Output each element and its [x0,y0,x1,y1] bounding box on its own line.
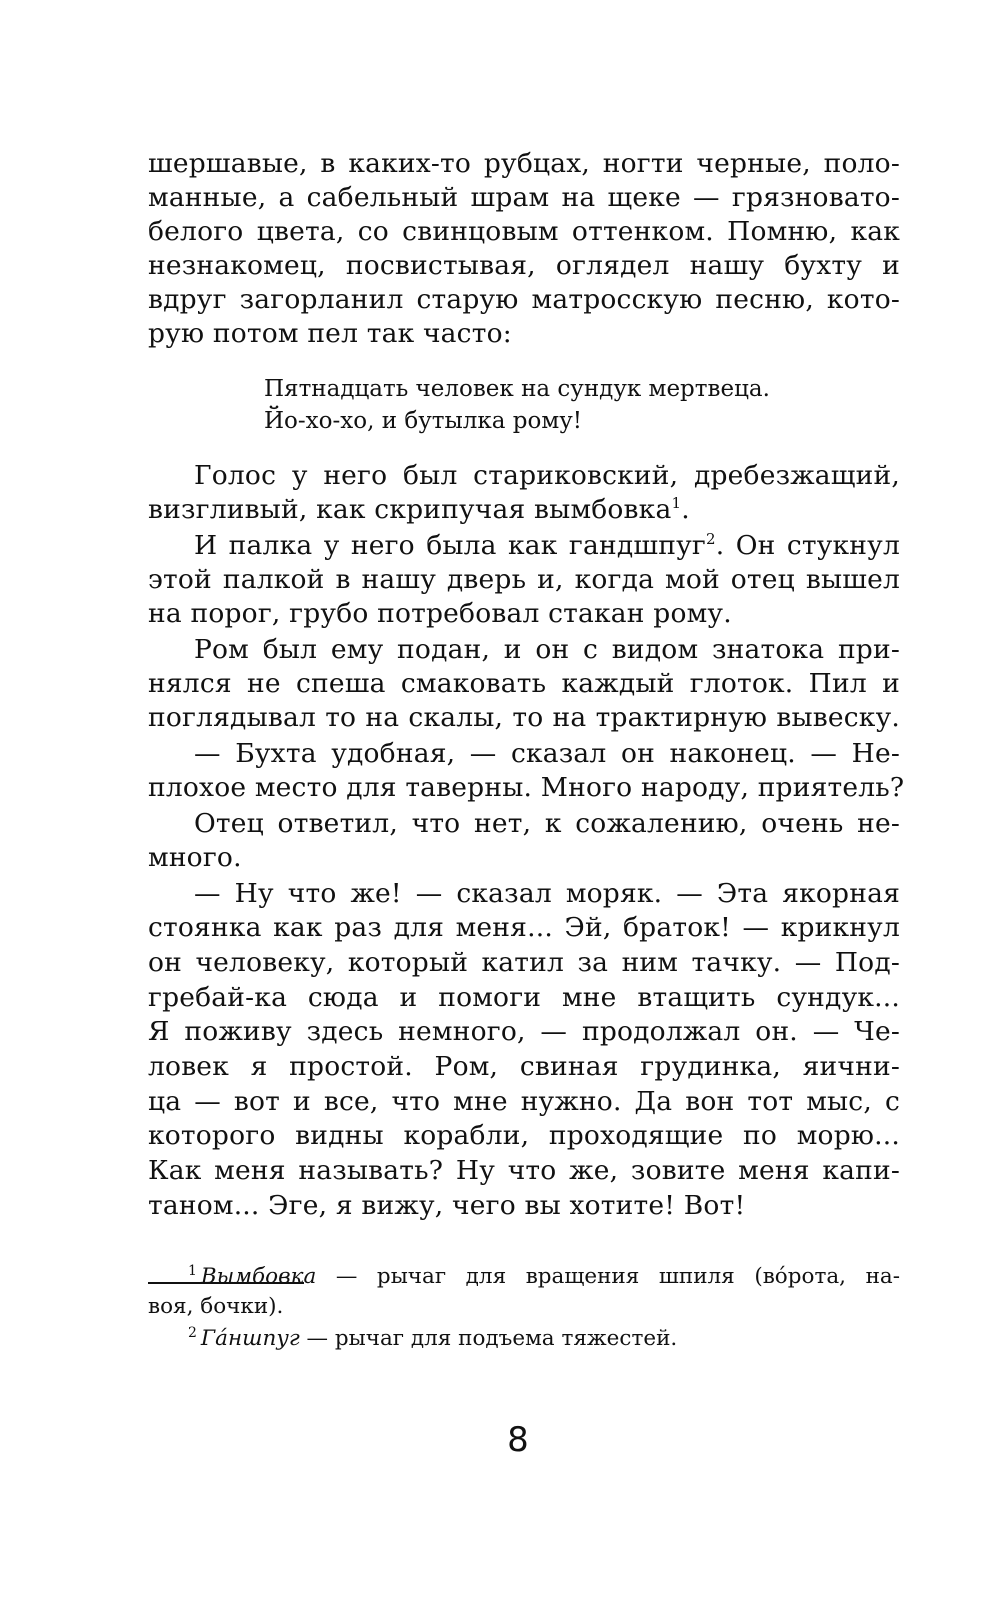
text-line [148,492,900,528]
text-line: рую потом пел так часто: [148,318,512,349]
footnote-text: — рычаг для подъема тяжестей. [299,1326,678,1351]
text-line: гребай-ка сюда и помоги мне втащить сундук... [148,982,900,1013]
footnote-term: Гáншпуг [200,1326,300,1351]
footnote-1-continuation: воя, бочки). [148,1294,284,1319]
text-line: ловек я простой. Ром, свиная грудинка, яични- [148,1051,900,1082]
text-line: плохое место для таверны. Много народу, приятель? [148,772,905,803]
text-line: — Ну что же! — сказал моряк. — Эта якорная [194,878,900,909]
text-line: на порог, грубо потребовал стакан рому. [148,598,732,629]
footnote-number: 2 [188,1324,197,1341]
text-line: он человеку, который катил за ним тачку. — Под- [148,947,900,978]
text-line: нялся не спеша смаковать каждый глоток. Пил и [148,668,900,699]
text-line: стоянка как раз для меня... Эй, браток! — крикнул [148,912,900,943]
text-line: Я поживу здесь немного, — продолжал он. — Че- [148,1016,900,1047]
text-line: незнакомец, посвистывая, оглядел нашу бухту и [148,250,900,281]
text-line: вдруг загорланил старую матросскую песню, кото- [148,284,900,315]
footnote-1 [188,1262,900,1292]
text-line: — Бухта удобная, — сказал он наконец. — Не- [194,738,900,769]
text-line: поглядывал то на скалы, то на трактирную вывеску. [148,702,900,733]
poem-line: Пятнадцать человек на сундук мертвеца. [264,376,770,402]
text-line: таном... Эге, я вижу, чего вы хотите! Вот! [148,1190,746,1221]
text-line [194,528,900,564]
footnote-text: — рычаг для вращения шпиля (вóрота, на- [316,1264,900,1289]
footnote-ref: 2 [705,530,716,549]
text-line: Отец ответил, что нет, к сожалению, очень не- [194,808,900,839]
text-line: этой палкой в нашу дверь и, когда мой отец вышел [148,564,900,595]
text-line: Голос у него был стариковский, дребезжащий, [194,460,900,491]
text-span: . [681,494,690,525]
text-span: визгливый, как скрипучая вымбовка [148,494,672,525]
text-line: Как меня называть? Ну что же, зовите меня капи- [148,1155,900,1186]
text-line: Ром был ему подан, и он с видом знатока при- [194,634,900,665]
poem-line: Йо-хо-хо, и бутылка рому! [264,408,583,434]
text-line: белого цвета, со свинцовым оттенком. Помню, как [148,216,900,247]
text-line: которого видны корабли, проходящие по морю... [148,1120,900,1151]
text-line: много. [148,842,242,873]
text-line: шершавые, в каких-то рубцах, ногти черные, поло- [148,148,900,179]
text-span: . Он стукнул [715,530,900,561]
footnote-term: Вымбовка [200,1264,317,1289]
text-line: манные, а сабельный шрам на щеке — грязновато- [148,182,900,213]
page-number: 8 [507,1420,529,1460]
text-line: ца — вот и все, что мне нужно. Да вон тот мыс, с [148,1086,900,1117]
text-span: И палка у него была как гандшпуг [194,530,706,561]
footnote-ref: 1 [671,494,682,513]
footnote-number: 1 [188,1262,197,1279]
footnote-2 [188,1324,677,1354]
